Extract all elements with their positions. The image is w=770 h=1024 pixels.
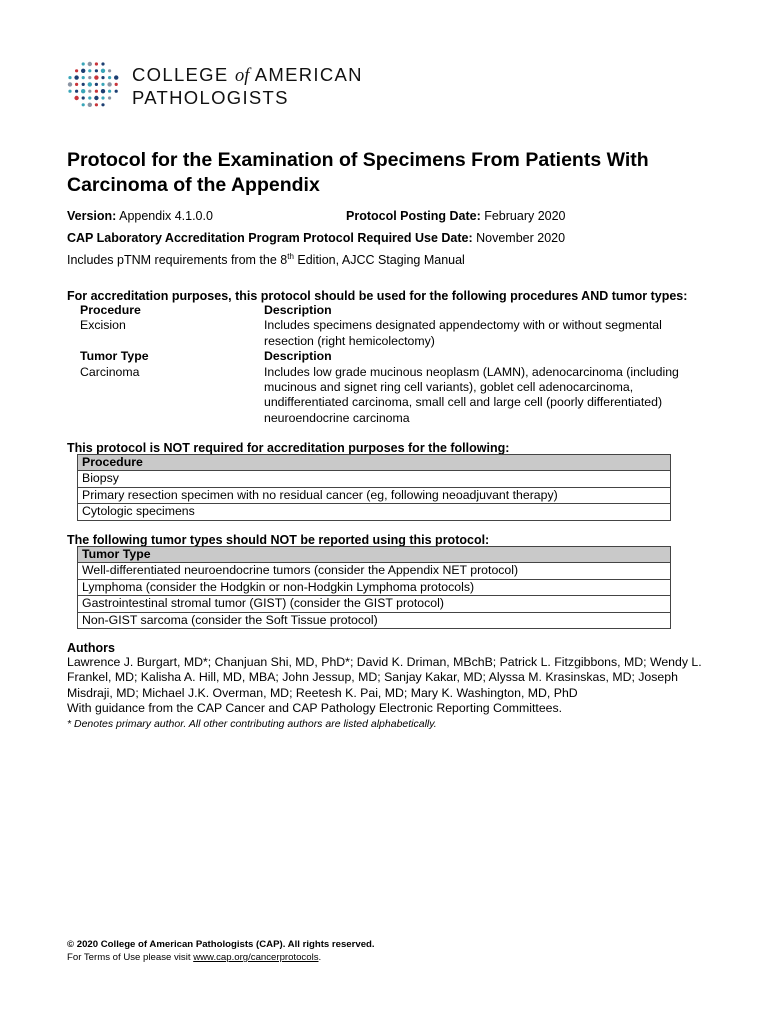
logo-dot [107, 82, 111, 86]
tumor-type-name: Carcinoma [80, 364, 140, 379]
logo-dot [101, 76, 104, 79]
copyright-line: © 2020 College of American Pathologists (CAP). All rights reserved. [67, 939, 375, 950]
logo-line-2: PATHOLOGISTS [132, 87, 289, 108]
authors-heading: Authors [67, 641, 115, 655]
logo-dot [75, 83, 78, 86]
logo-dot [101, 89, 105, 93]
logo-dot [108, 69, 111, 72]
table-row [78, 455, 671, 471]
logo-dot [95, 83, 98, 86]
page-title: Protocol for the Examination of Specimens From Patients With Carcinoma of the Appendix [67, 149, 649, 196]
procedure-header: Procedure [78, 455, 671, 471]
logo-dot [81, 89, 85, 93]
procedure-name: Excision [80, 318, 126, 333]
logo-dot [88, 103, 92, 107]
procedure-description: Includes specimens designated appendectomy with or without segmental resection (right hemicolectomy) [264, 318, 662, 348]
version-line: Version: Appendix 4.1.0.0 [67, 209, 213, 223]
logo-dot [88, 82, 92, 86]
tumor-type-header: Tumor Type [78, 547, 671, 563]
logo-dot [94, 96, 98, 100]
tumor-type-header: Tumor Type [80, 349, 149, 364]
logo-dot [115, 83, 118, 86]
description-header-2: Description [264, 349, 332, 364]
cap-logo-dots-icon [66, 60, 122, 110]
logo-dot [101, 103, 104, 106]
logo-dot [108, 90, 111, 93]
table-row: Non-GIST sarcoma (consider the Soft Tissue protocol) [78, 612, 671, 628]
table-row: Gastrointestinal stromal tumor (GIST) (consider the GIST protocol) [78, 596, 671, 612]
not-required-table [77, 454, 671, 521]
authors-list: Lawrence J. Burgart, MD*; Chanjuan Shi, MD, PhD*; David K. Driman, MBchB; Patrick L. Fitzgibbons, MD; Wendy L. Frankel, MD; Kalisha A. Hill, MD, MBA; John Jessup, MD; Sanjay Kakar, MD; Alyssa M. Krasinskas, MD; Joseph Misdraji, MD; Michael J.K. Overman, MD; Reetesh K. Pai, MD; Mary K. Washington, MD, PhD [67, 655, 702, 700]
logo-dot [88, 62, 92, 66]
logo-dot [101, 96, 104, 99]
terms-line: For Terms of Use please visit www.cap.org/cancerprotocols. [67, 952, 322, 963]
logo-dot [101, 62, 104, 65]
table-row [77, 365, 697, 427]
logo-dot [74, 75, 78, 79]
logo-dot [95, 103, 98, 106]
logo-dot [101, 83, 104, 86]
logo-dot [74, 96, 78, 100]
logo-dot [82, 83, 85, 86]
accreditation-heading: For accreditation purposes, this protocol should be used for the following procedures AND tumor types: [67, 289, 688, 303]
table-row: Lymphoma (consider the Hodgkin or non-Hodgkin Lymphoma protocols) [78, 579, 671, 595]
ptnm-line: Includes pTNM requirements from the 8th Edition, AJCC Staging Manual [67, 251, 465, 267]
table-row: Biopsy [78, 471, 671, 487]
logo-dot [68, 90, 71, 93]
table-row: Well-differentiated neuroendocrine tumors (consider the Appendix NET protocol) [78, 563, 671, 579]
logo-dot [88, 90, 91, 93]
cap-logo [66, 60, 366, 110]
logo-dot [108, 96, 111, 99]
logo-dot [68, 76, 71, 79]
posting-date-line: Protocol Posting Date: February 2020 [346, 209, 566, 223]
logo-dot [88, 69, 91, 72]
logo-dot [108, 76, 111, 79]
logo-dot [95, 62, 98, 65]
guidance-line: With guidance from the CAP Cancer and CAP Pathology Electronic Reporting Committees. [67, 701, 563, 715]
logo-dot [82, 62, 85, 65]
terms-link[interactable]: www.cap.org/cancerprotocols [193, 952, 319, 963]
table-row: Cytologic specimens [78, 504, 671, 520]
logo-dot [81, 69, 85, 73]
description-header: Description [264, 303, 332, 317]
primary-author-note: * Denotes primary author. All other contributing authors are listed alphabetically. [67, 718, 437, 730]
table-row [78, 547, 671, 563]
table-row: Primary resection specimen with no residual cancer (eg, following neoadjuvant therapy) [78, 487, 671, 503]
accreditation-table [77, 303, 697, 426]
excluded-tumors-heading: The following tumor types should NOT be reported using this protocol: [67, 533, 490, 547]
procedure-header: Procedure [80, 303, 141, 317]
not-required-heading: This protocol is NOT required for accreditation purposes for the following: [67, 441, 510, 455]
logo-dot [114, 75, 118, 79]
logo-dot [115, 90, 118, 93]
logo-dot [75, 69, 78, 72]
logo-dot [88, 76, 91, 79]
logo-dot [68, 82, 72, 86]
logo-dot [94, 75, 98, 79]
tumor-type-description: Includes low grade mucinous neoplasm (LAMN), adenocarcinoma (including mucinous and signet ring cell variants), goblet cell adenocarcinoma, undifferentiated carcinoma, small cell and large cell (poorly differentiated) neuroendocrine carcinoma [264, 364, 679, 425]
logo-dot [88, 96, 91, 99]
table-row [77, 349, 697, 364]
logo-dot [95, 69, 98, 72]
logo-line-1: COLLEGE of AMERICAN [132, 64, 363, 86]
logo-dot [82, 103, 85, 106]
required-use-date-line: CAP Laboratory Accreditation Program Protocol Required Use Date: November 2020 [67, 231, 566, 245]
logo-dot [95, 90, 98, 93]
table-row [77, 318, 697, 349]
cap-logo-wordmark [132, 64, 363, 109]
logo-dot [82, 96, 85, 99]
logo-dot [101, 69, 105, 73]
logo-dot [75, 90, 78, 93]
table-row [77, 303, 697, 318]
logo-dot [82, 76, 85, 79]
excluded-tumors-table [77, 546, 671, 629]
